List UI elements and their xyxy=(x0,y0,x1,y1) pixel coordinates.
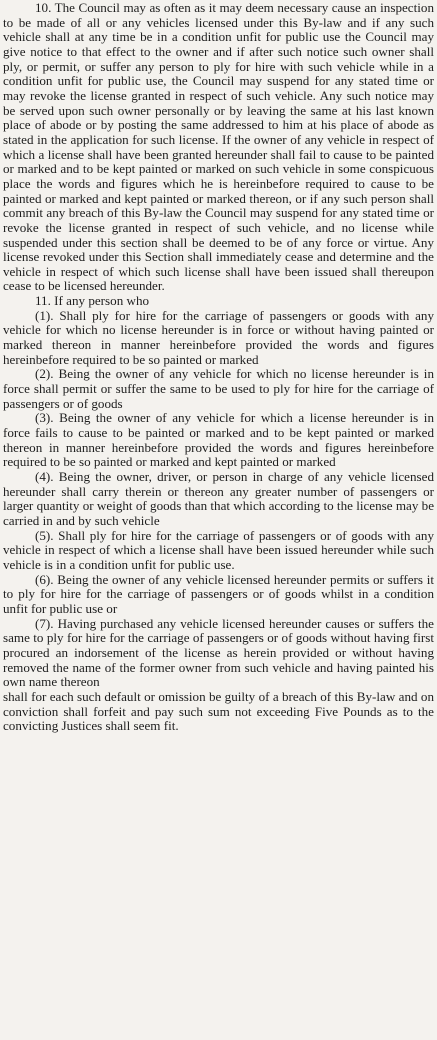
section-10-paragraph: 10. The Council may as often as it may deem necessary cause an inspection to be made of all or any vehicles licensed under this By-law and if any such vehicle shall at any time be in a condition unfit for public use the Council may give notice to that effect to the owner and if after such notice such owner shall ply, or permit, or suffer any person to ply for hire with such vehicle while in a condition unfit for public use, the Council may suspend for any stated time or may revoke the license granted in respect of such vehicle. Any such notice may be served upon such owner personally or by leaving the same at his last known place of abode or by posting the same addressed to him at his place of abode as stated in the application for such license. If the owner of any vehicle in respect of which a license shall have been granted hereunder shall fail to cause to be painted or marked and to be kept painted or marked on such vehicle in some conspicuous place the words and figures which he is hereinbefore required to cause to be painted or marked and kept painted or marked thereon, or if any such person shall commit any breach of this By-law the Council may suspend for any stated time or revoke the license granted in respect of such vehicle, and no license while suspended under this section shall be deemed to be of any force or virtue. Any license revoked under this Section shall immediately cease and determine and the vehicle in respect of which such license shall have been issued shall thereupon cease to be licensed hereunder. xyxy=(3,0,434,294)
section-11-item-4: (4). Being the owner, driver, or person in charge of any vehicle licensed hereunder shall carry therein or thereon any greater number of passengers or larger quantity or weight of goods than that which according to the license may be carried in and by such vehicle xyxy=(3,469,435,528)
section-11-item-2: (2). Being the owner of any vehicle for which no license hereunder is in force shall permit or suffer the same to be used to ply for hire for the carriage of passengers or of goods xyxy=(3,366,434,411)
section-11-item-7: (7). Having purchased any vehicle licensed hereunder causes or suffers the same to ply for hire for the carriage of passengers or of goods without having first procured an indorsement of the license as herein provided or without having removed the name of the former owner from such vehicle and having painted his own name thereon xyxy=(3,615,434,690)
section-11-item-3: (3). Being the owner of any vehicle for which a license hereunder is in force fails to cause to be painted or marked and to be kept painted or marked thereon in manner hereinbefore provided the words and figures hereinbefore required to be so painted or marked and kept painted or marked xyxy=(3,410,434,470)
section-11-item-5: (5). Shall ply for hire for the carriage of passengers or of goods with any vehicle in respect of which a license shall have been issued hereunder while such vehicle is in a condition unfit for public use. xyxy=(3,527,434,572)
section-11-item-6: (6). Being the owner of any vehicle licensed hereunder permits or suffers it to ply for hire for the carriage of passengers or of goods whilst in a condition unfit for public use or xyxy=(3,571,434,616)
section-11-item-1: (1). Shall ply for hire for the carriage of passengers or goods with any vehicle for which no license hereunder is in force or without having painted or marked thereon in manner hereinbefore provided the words and figures hereinbefore required to be so painted or marked xyxy=(3,307,434,367)
penalty-clause: shall for each such default or omission be guilty of a breach of this By-law and on conviction shall forfeit and pay such sum not exceeding Five Pounds as to the convicting Justices shall seem fit. xyxy=(3,688,434,734)
section-11-heading: 11. If any person who xyxy=(35,293,150,309)
